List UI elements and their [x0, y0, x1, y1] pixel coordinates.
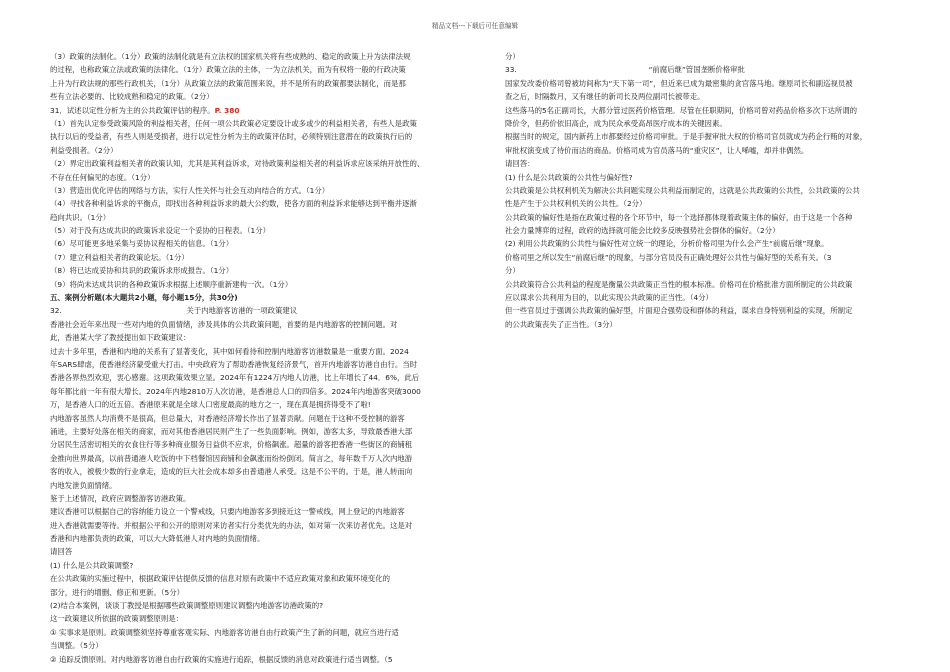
line-text: 些有立法必要的、比较成熟和稳定的政策。（2分）	[50, 92, 214, 102]
right-line	[505, 77, 905, 90]
right-line	[505, 63, 905, 76]
line-text: （1）首先认定参受政策风险的利益相关者，任何一项公共政策必定要设计或多或少的利益相关者，有些人是政策	[50, 118, 417, 128]
case-title: “前腐后继”管国垄断价格审批	[648, 65, 745, 75]
left-line	[50, 63, 460, 76]
line-text: 五、案例分析题(本大题共2小题，每小题15分，共30分)	[50, 293, 238, 303]
line-text: （5）对于没有达成共识的政策诉求设定一个妥协的日程表。（1分）	[50, 226, 271, 236]
left-line	[50, 264, 460, 277]
left-line	[50, 157, 460, 170]
left-line	[50, 492, 460, 505]
line-text: 内地发泄负面情绪。	[50, 480, 117, 490]
left-line	[50, 599, 460, 612]
line-text: 审批权演变成了待价而沽的商品。价格司成为官员落马的“重灾区”，让人唏嘘，却并非偶然。	[505, 145, 809, 155]
line-text: 客的收入，被极少数的行业拿走，造成的巨大社会成本却多由普通港人承受。这是不公平的。于是，港人转而向	[50, 467, 413, 477]
left-line	[50, 104, 460, 117]
left-line	[50, 331, 460, 344]
left-line	[50, 358, 460, 371]
line-text: 请回答	[50, 547, 73, 557]
line-text: （4）寻找各种利益诉求的平衡点，即找出各种利益诉求的最大公约数，使各方面的利益诉求能够达到平衡并逐渐	[50, 199, 417, 209]
right-line	[505, 278, 905, 291]
line-text: 的公共政策丧失了正当性。（3分）	[505, 319, 617, 329]
left-line	[50, 545, 460, 558]
left-line	[50, 144, 460, 157]
line-text: 涌进，主要好处落在相关的商家，而对其他香港居民则产生了一些负面影响。例如，游客太多，导致最香港大部	[50, 426, 413, 436]
left-line	[50, 559, 460, 572]
line-text: 公共政策符合公共利益的程度是衡量公共政策正当性的根本标准。价格司在价格批准方面所制定的公共政策	[505, 279, 853, 289]
left-line	[50, 184, 460, 197]
line-text: 金推向世界最高，以前普通港人吃饭的中下档餐馆因商铺和金飙涨而纷纷倒闭。简言之，每年数千万人次内地游	[50, 453, 413, 463]
line-text: 公共政策是公共权利机关为解决公共问题实现公共利益而制定的，这就是公共政策的公共性，公共政策的公共	[505, 185, 860, 195]
line-text: 根据当时的规定，国内新药上市都要经过价格司审批。于是手握审批大权的价格司官员就成为药企行贿的对象，	[505, 132, 868, 142]
right-line	[505, 264, 905, 277]
left-line	[50, 130, 460, 143]
line-text: 万，是香港人口的近五倍。香港原来就是全球人口密度最高的地方之一，现在真是拥挤得受不了啦!	[50, 400, 371, 410]
line-text: (1) 什么是公共政策的公共性与偏好性?	[505, 172, 633, 182]
left-line	[50, 412, 460, 425]
right-line	[505, 318, 905, 331]
line-text: （2）界定出政策利益相关者的政策认知，尤其是其利益诉求，对待政策利益相关者的利益诉求应该采纳开放性的、	[50, 159, 425, 169]
left-line	[50, 318, 460, 331]
line-text: 执行以后的受益者，有些人则是受损者，进行以定性分析为主的政策评估时，必须特别注意潜在的政策执行后的	[50, 132, 413, 142]
line-text: 部分，进行的增删、修正和更新。（5分）	[50, 587, 185, 597]
left-line	[50, 425, 460, 438]
left-line	[50, 224, 460, 237]
line-text: 香港各界热烈欢迎，衷心感谢。这项政策效果立显。2024年有1224万内地人访港，比上年增长了44．6%，此后	[50, 373, 420, 383]
line-text: 分）	[505, 52, 520, 61]
right-line	[505, 304, 905, 317]
right-line	[505, 197, 905, 210]
line-text: (1) 什么是公共政策调整?	[50, 560, 134, 570]
line-text: 上升为行政法规的那些行政机关，（1分）从政策立法的政策范围来说，并不是所有的政策都要法制化，而是那	[50, 78, 406, 88]
line-text: 分居民生活密切相关的衣食住行等多种商业服务日益供不应求，价格飙涨。超量的游客把香港一些街区的商铺租	[50, 440, 413, 450]
line-text: 建议香港可以根据自己的容纳能力设立一个警戒线，只要内地游客多到接近这一警戒线，网上登记的内地游客	[50, 507, 405, 517]
line-text: 但一些官员过于强调公共政策的偏好型，片面迎合强势设和群体的利益，谋求自身特别利益的实现，所制定	[505, 306, 853, 316]
line-text: 的过程，也称政策立法或政策的法律化。（1分）政策立法的主体，一为立法机关，而为有权将一般的行政决策	[50, 65, 406, 75]
right-line	[505, 157, 905, 170]
page-header: 精品文档---下载后可任意编辑	[431, 22, 519, 30]
line-text: ② 追踪反馈原则。对内地游客访港自由行政策的实施进行追踪，根据反馈的消息对政策进行适当调整。（5	[50, 654, 393, 664]
left-line	[50, 117, 460, 130]
right-line	[505, 291, 905, 304]
left-line	[50, 77, 460, 90]
left-line	[50, 572, 460, 585]
line-text: 性是产生于公共权利机关的公共性。（2分）	[505, 199, 647, 209]
line-text: 利益受损者。（2分）	[50, 145, 118, 155]
line-text: 不存在任何偏见的态度。（1分）	[50, 172, 155, 182]
left-line	[50, 452, 460, 465]
right-line	[505, 117, 905, 130]
line-text: 此，香港某大学了教授提出如下政策建议：	[50, 333, 191, 343]
left-line	[50, 304, 460, 317]
left-line	[50, 211, 460, 224]
line-text: (2) 利用公共政策的公共性与偏好性对立统一的理论，分析价格司里为什么会产生“前腐后继”现象。	[505, 239, 829, 249]
line-text: （7）建立利益相关者的政策论坛。（1分）	[50, 252, 189, 262]
left-line	[50, 438, 460, 451]
right-line	[505, 130, 905, 143]
left-line	[50, 479, 460, 492]
line-text: （9）将尚未达成共识的各种政策诉求根据上述顺序重新建构一次。（1分）	[50, 279, 293, 289]
right-column	[505, 50, 905, 331]
right-line	[505, 50, 905, 63]
left-line	[50, 251, 460, 264]
line-text: （6）尽可能更多地采集与妥协议程相关的信息。（1分）	[50, 239, 234, 249]
line-text: 香港和内地都负责的政策，可以大大降低港人对内地的负面情绪。	[50, 534, 265, 544]
left-column	[50, 50, 460, 666]
line-text: 内地游客虽然人均消费不是很高，但总量大，对香港经济增长作出了显著贡献。问题在于这种不受控制的游客	[50, 413, 405, 423]
line-text: 国家发改委价格司曾被坊间称为“天下第一司”，但近来已成为最密集的贪官落马地。继原司长和副巡视员被	[505, 78, 853, 88]
line-text: 这些落马的5名正副司长，大都分管过医药价格管理。尽管在任职期间，价格司曾对药品价格多次下达所谓的	[505, 105, 858, 115]
right-line	[505, 171, 905, 184]
line-text: ① 实事求是原则。政策调整须坚持尊重客观实际、内地游客访港自由行政策产生了新的问题，就应当进行适	[50, 627, 399, 637]
right-line	[505, 184, 905, 197]
left-line	[50, 385, 460, 398]
line-text: 请回答：	[505, 159, 535, 169]
case-title: 关于内地游客访港的一项政策建议	[186, 306, 298, 316]
line-text: 这一政策建议所依据的政策调整原则是：	[50, 614, 184, 624]
left-line	[50, 291, 460, 304]
left-line	[50, 171, 460, 184]
right-line	[505, 90, 905, 103]
line-text: 32.	[50, 306, 62, 316]
line-text: 查之后，时隔数月，又有继任的新司长及两位副司长被带走。	[505, 92, 705, 102]
left-line	[50, 371, 460, 384]
line-text: 在公共政策的实施过程中，根据政策评估提供反馈的信息对原有政策中不适应政策对象和政策环境变化的	[50, 574, 390, 584]
line-text: 公共政策的偏好性是指在政策过程的各个环节中，每一个选择都体现着政策主体的偏好，由于这是一个各种	[505, 212, 853, 222]
left-line	[50, 50, 460, 63]
left-line	[50, 345, 460, 358]
line-text: （3）政策的法制化。（1分）政策的法制化就是有立法权的国家机关将有些成熟的、稳定的政策上升为法律法规	[50, 52, 411, 61]
line-text: 社会力量博弈的过程，政府的选择就可能会比较多反映强势社会群体的偏好。（2分）	[505, 226, 780, 236]
line-text: 趋向共识。（1分）	[50, 212, 111, 222]
right-line	[505, 144, 905, 157]
line-text: （3）营造出优化评估的网络与方法，实行人性关怀与社会互动向结合的方式。（1分）	[50, 185, 330, 195]
left-line	[50, 532, 460, 545]
left-line	[50, 586, 460, 599]
left-line	[50, 626, 460, 639]
left-line	[50, 278, 460, 291]
right-line	[505, 237, 905, 250]
line-text: 鉴于上述情况，政府应调整游客访港政策。	[50, 493, 191, 503]
left-line	[50, 505, 460, 518]
line-text: 当调整。（5分）	[50, 641, 103, 651]
left-line	[50, 519, 460, 532]
left-line	[50, 639, 460, 652]
right-line	[505, 224, 905, 237]
left-line	[50, 465, 460, 478]
line-text: 降价令，但药价依旧高企，成为民众承受高昂医疗成本的关键因素。	[505, 118, 727, 128]
line-text: 分）	[505, 266, 520, 276]
line-text: 价格司里之所以发生“前腐后继”的现象，与部分官员没有正确处理好公共性与偏好型的关系有关。（3	[505, 252, 832, 262]
line-text: 进入香港就需要等待。并根据公平和公开的原则对来访者实行分类优先的办法，如对第一次来访者优先。这是对	[50, 520, 413, 530]
line-text: 过去十多年里，香港和内地的关系有了显著变化，其中如何看待和控制内地游客访港数量是一重要方面。2024	[50, 346, 409, 356]
left-line	[50, 653, 460, 666]
line-text: (2)结合本案例，谈谈丁教授是根据哪些政策调整原则建议调整内地游客访港政策的?	[50, 601, 324, 611]
line-text: 每年都比前一年有很大增长。2024年内地2810万人次访港，是香港总人口的四倍多。2024年内地游客突破3000	[50, 386, 421, 396]
line-text: 33.	[505, 65, 517, 75]
line-text: （8）将已达成妥协和共识的政策诉求形成报告。（1分）	[50, 266, 234, 276]
right-line	[505, 251, 905, 264]
left-line	[50, 90, 460, 103]
line-text: 香港社会近年来出现一些对内地的负面情绪，涉及具体的公共政策问题，首要的是内地游客的控制问题。对	[50, 319, 398, 329]
right-line	[505, 104, 905, 117]
left-line	[50, 197, 460, 210]
left-line	[50, 398, 460, 411]
line-text: 年SARS肆虐，使香港经济蒙受重大打击。中央政府为了帮助香港恢复经济景气，首开内地游客访港自由行。当时	[50, 359, 418, 369]
line-text: 应以谋求公共利用为目的，以此实现公共政策的正当性。（4分）	[505, 293, 713, 303]
page-reference: P. 380	[214, 105, 240, 115]
line-text: 31．试述以定性分析为主的公共政策评估的程序。	[50, 105, 215, 115]
right-line	[505, 211, 905, 224]
left-line	[50, 237, 460, 250]
left-line	[50, 612, 460, 625]
